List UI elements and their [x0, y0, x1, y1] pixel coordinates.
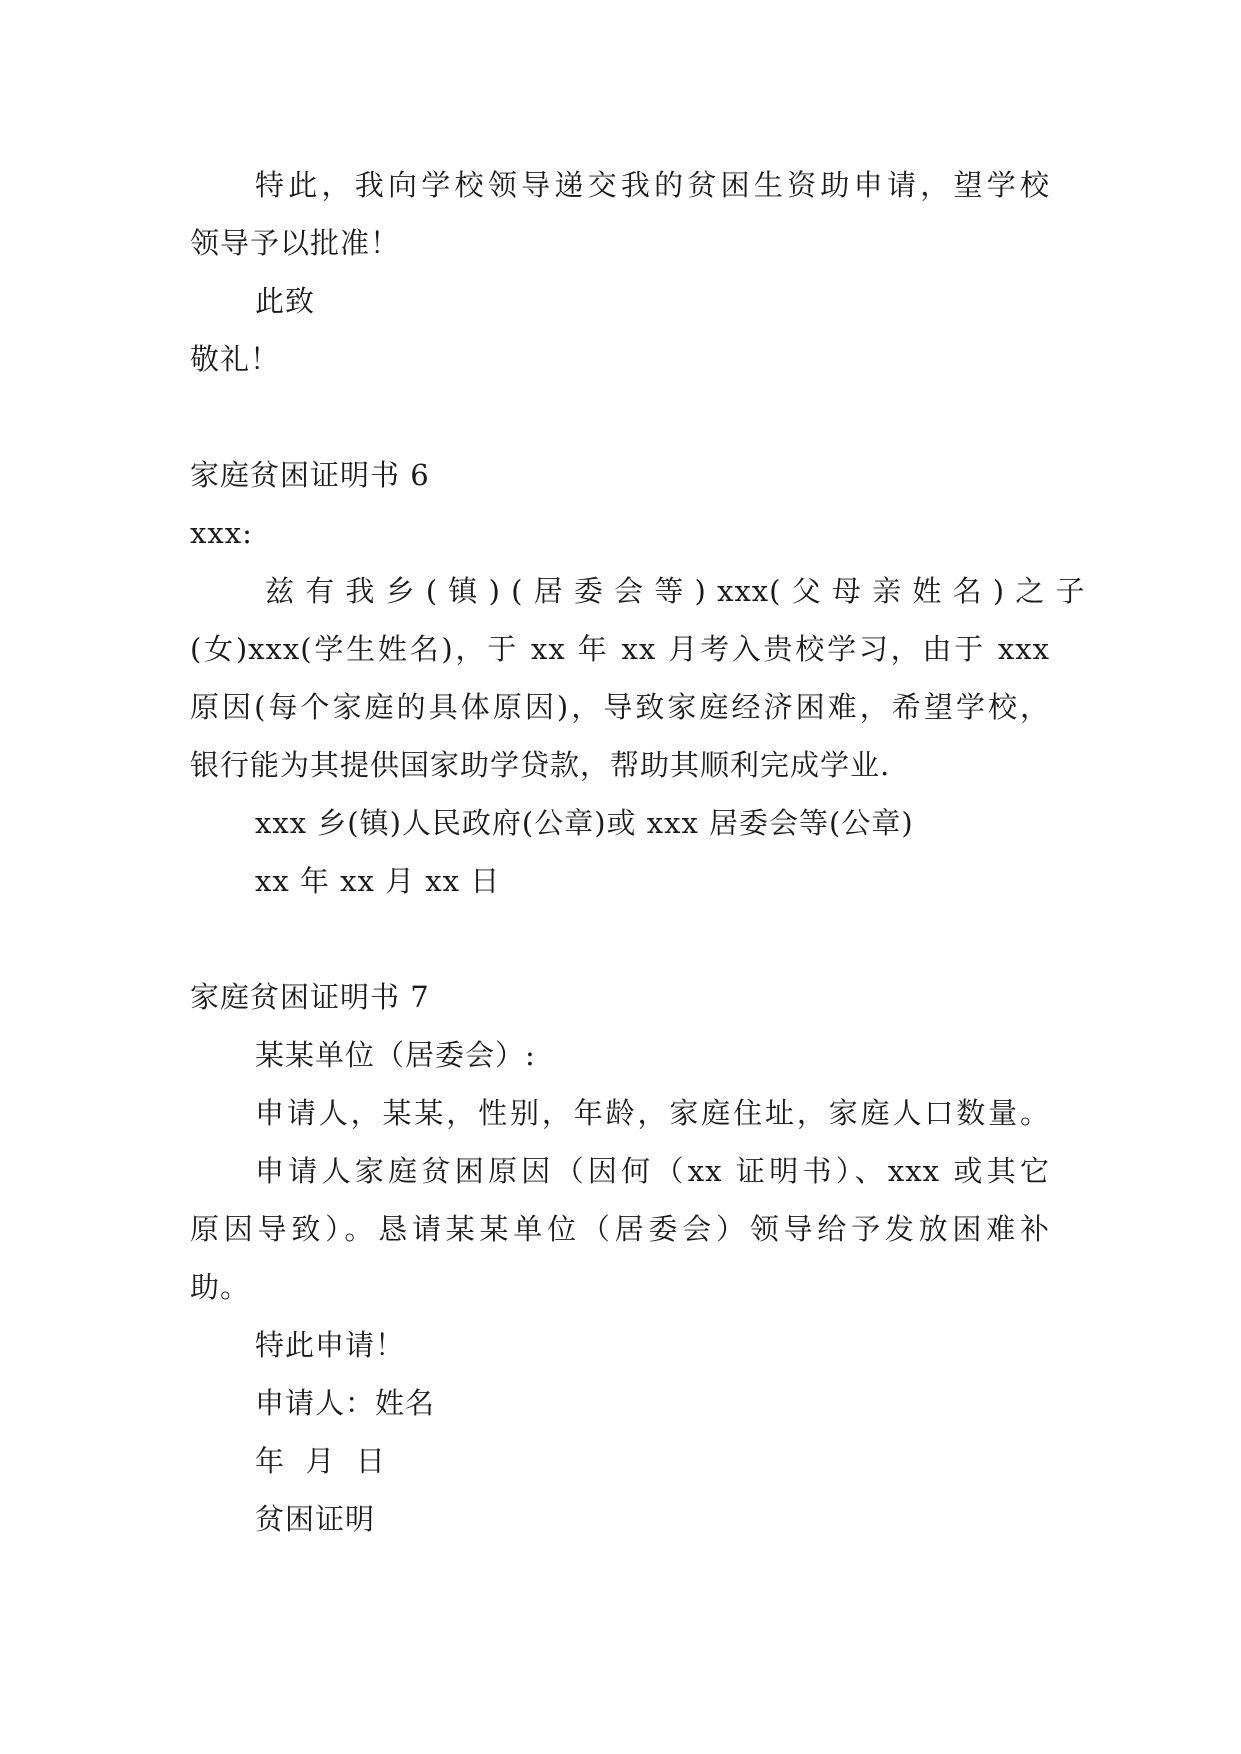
applicant-line: 申请人：姓名: [255, 1386, 436, 1420]
section-title: 家庭贫困证明书 7: [190, 980, 430, 1014]
date-line: 年 月 日: [255, 1444, 386, 1478]
seal-line: xxx 乡(镇)人民政府(公章)或 xxx 居委会等(公章): [255, 806, 914, 840]
closing-line: 特此申请！: [255, 1328, 406, 1362]
addressee: 某某单位（居委会）:: [255, 1038, 536, 1072]
paragraph-line: 兹 有 我 乡 ( 镇 ) ( 居 委 会 等 ) xxx( 父 母 亲 姓 名 ) 之 子: [265, 574, 1086, 608]
paragraph-line: 申请人，某某，性别，年龄，家庭住址，家庭人口数量。: [255, 1096, 1050, 1130]
salutation: xxx:: [190, 516, 253, 550]
paragraph-line: 银行能为其提供国家助学贷款，帮助其顺利完成学业.: [190, 748, 891, 782]
paragraph-line: 助。: [190, 1270, 251, 1304]
paragraph-line: 原因(每个家庭的具体原因)，导致家庭经济困难，希望学校，: [190, 690, 1050, 724]
paragraph-line: 特此，我向学校领导递交我的贫困生资助申请，望学校: [255, 168, 1050, 202]
closing-line: 此致: [255, 284, 316, 318]
paragraph-line: (女)xxx(学生姓名)，于 xx 年 xx 月考入贵校学习，由于 xxx: [190, 632, 1050, 666]
date-line: xx 年 xx 月 xx 日: [255, 864, 501, 898]
footer-title: 贫困证明: [255, 1502, 376, 1536]
closing-line: 敬礼！: [190, 342, 281, 376]
paragraph-line: 原因导致）。恳请某某单位（居委会）领导给予发放困难补: [190, 1212, 1050, 1246]
paragraph-line: 申请人家庭贫困原因（因何（xx 证明书）、xxx 或其它: [255, 1154, 1050, 1188]
paragraph-line: 领导予以批准！: [190, 226, 401, 260]
section-title: 家庭贫困证明书 6: [190, 458, 430, 492]
